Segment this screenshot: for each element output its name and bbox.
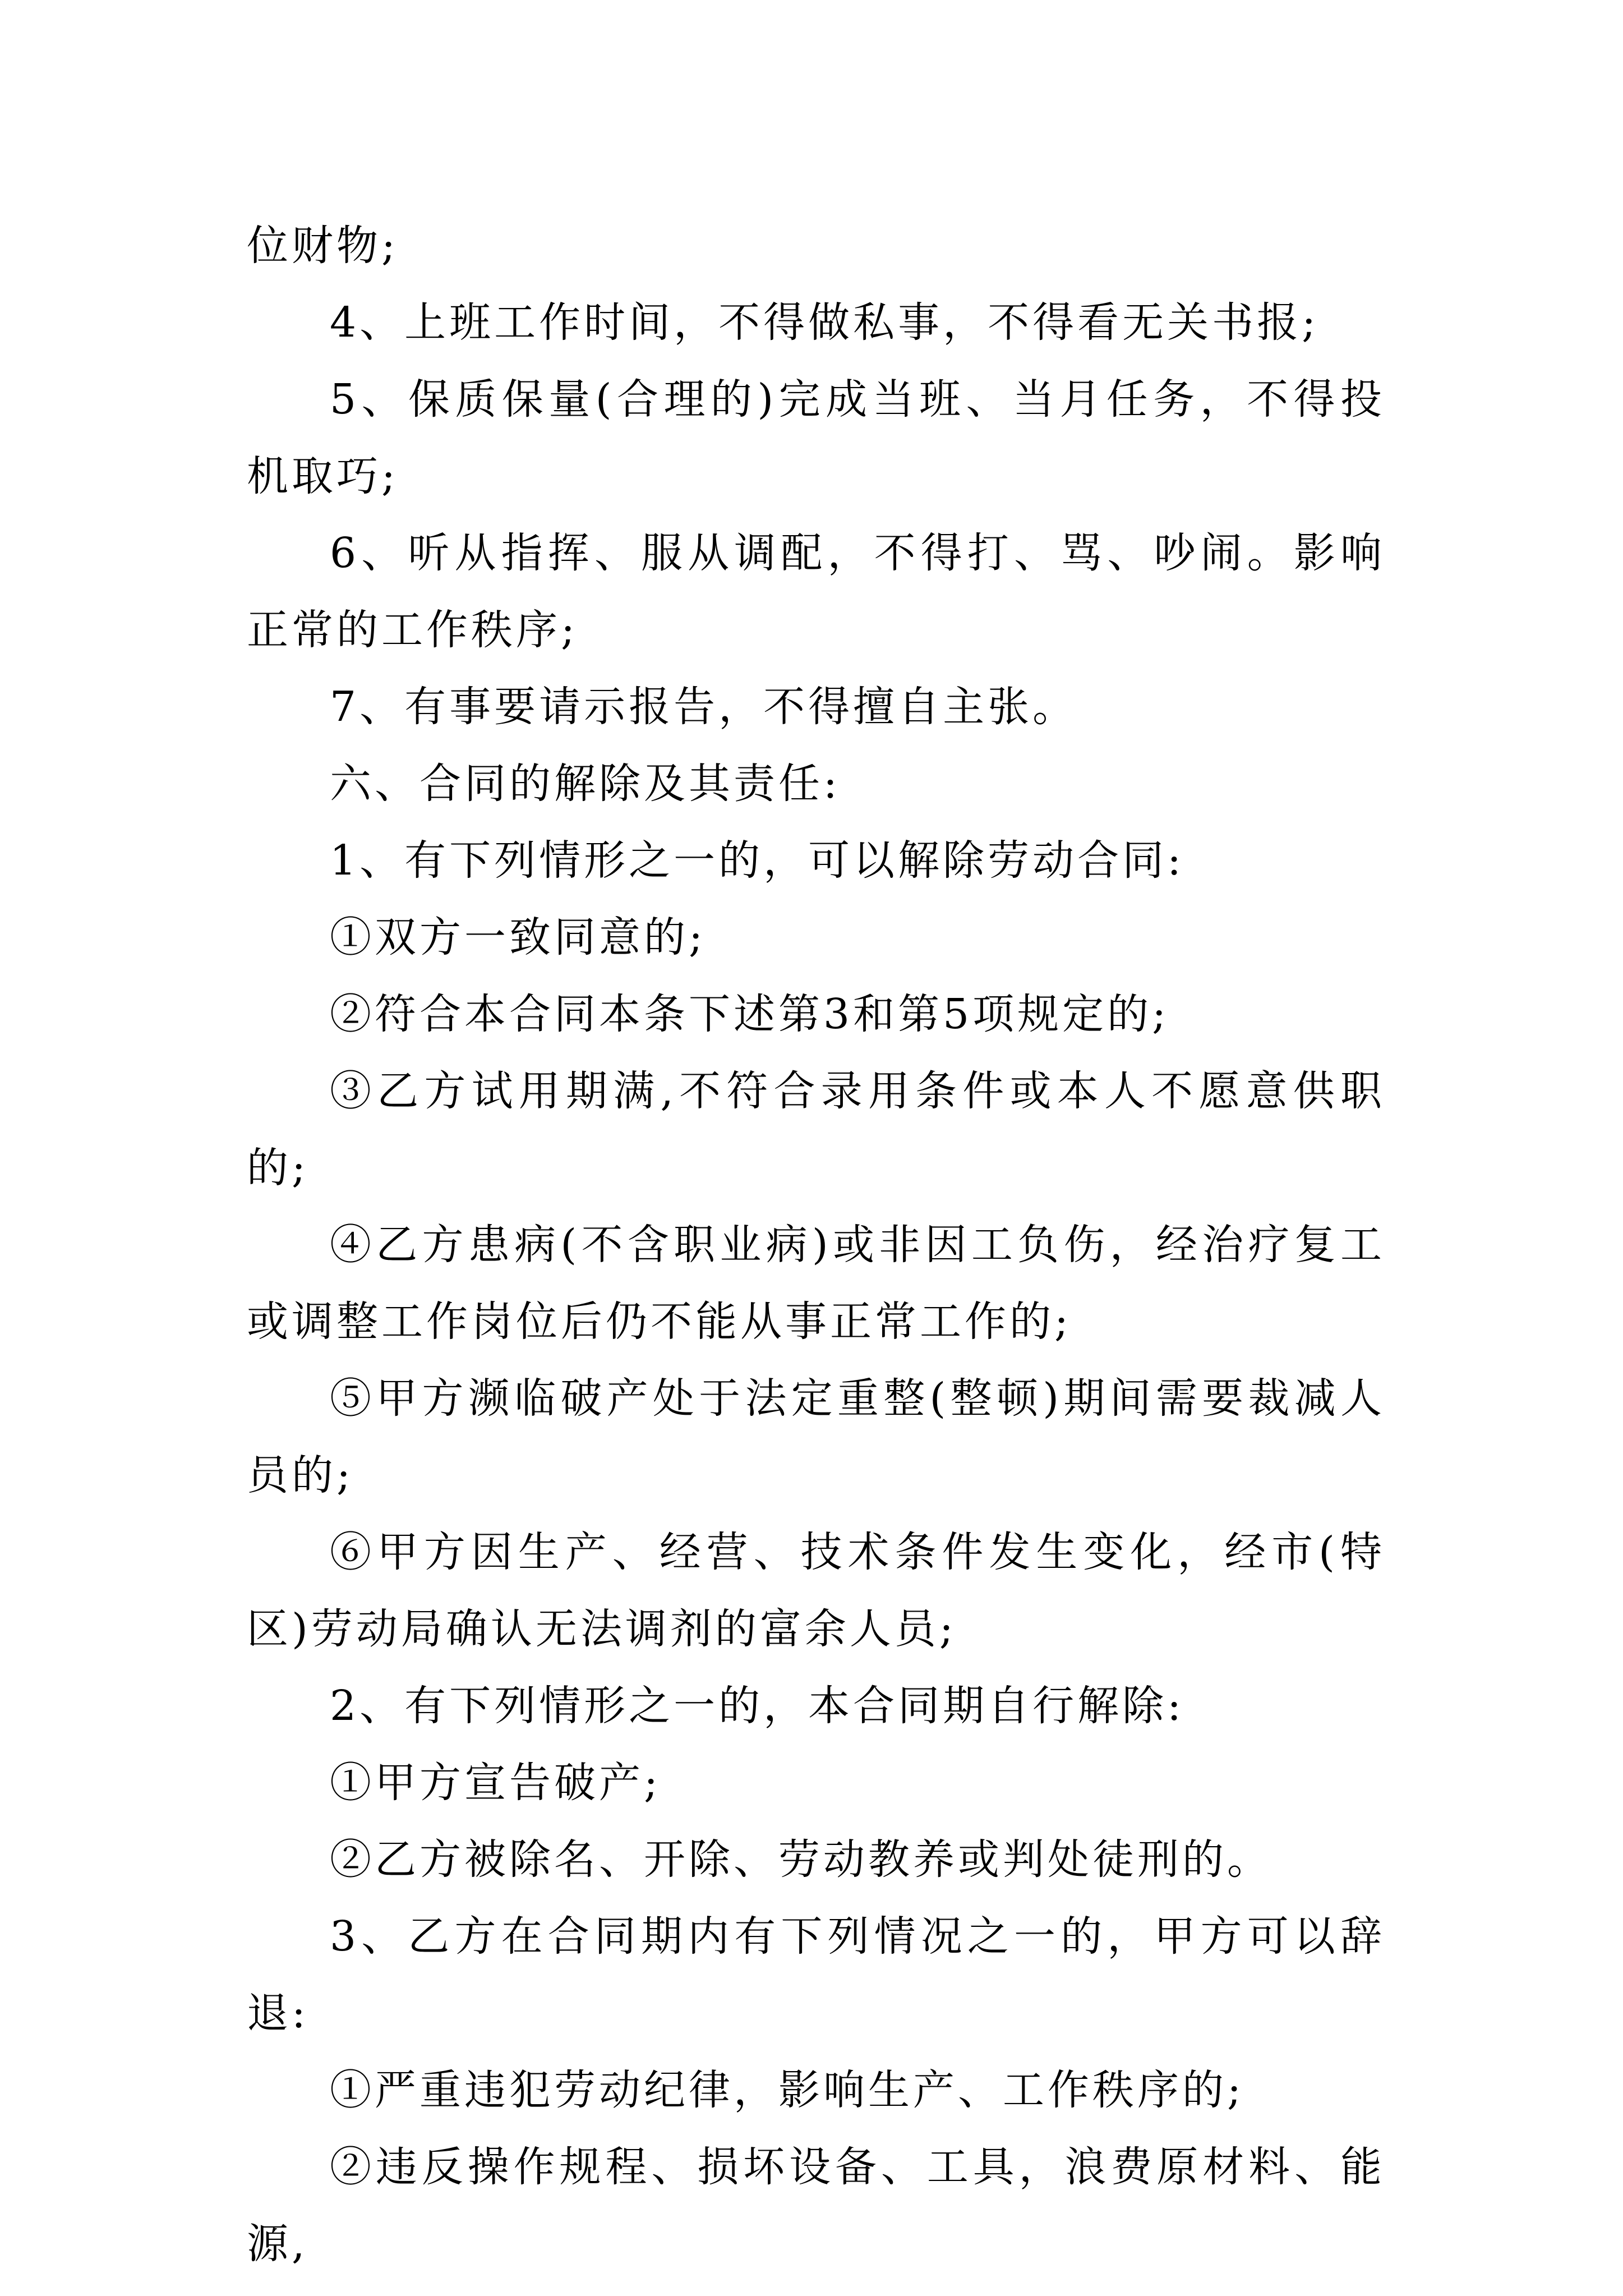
list-item-1-1: ①双方一致同意的; [330,913,706,961]
list-item-1-3: ③乙方试用期满,不符合录用条件或本人不愿意供职的; [247,1067,1385,1192]
document-body [247,208,1385,2283]
list-item-2-1: ①甲方宣告破产; [330,1759,661,1807]
section-heading-termination: 六、合同的解除及其责任: [330,760,841,808]
list-item-1-2: ②符合本合同本条下述第3和第5项规定的; [330,990,1170,1038]
list-item-3-2: ②违反操作规程、损坏设备、工具，浪费原材料、能源, [247,2143,1385,2268]
list-item-3-1: ①严重违犯劳动纪律，影响生产、工作秩序的; [330,2066,1244,2114]
list-item-1-6: ⑥甲方因生产、经营、技术条件发生变化，经市(特区)劳动局确认无法调剂的富余人员; [247,1528,1385,1653]
paragraph-continuation: 位财物; [247,222,399,270]
paragraph-clause-3: 3、乙方在合同期内有下列情况之一的，甲方可以辞退: [247,1912,1385,2037]
list-item-1-4: ④乙方患病(不含职业病)或非因工负伤，经治疗复工或调整工作岗位后仍不能从事正常工作的; [247,1221,1385,1346]
paragraph-clause-2: 2、有下列情形之一的，本合同期自行解除: [330,1682,1185,1730]
paragraph-rule-6: 6、听从指挥、服从调配，不得打、骂、吵闹。影响正常的工作秩序; [247,529,1385,654]
paragraph-rule-4: 4、上班工作时间，不得做私事，不得看无关书报; [330,298,1320,347]
paragraph-clause-1: 1、有下列情形之一的，可以解除劳动合同: [330,836,1185,885]
paragraph-rule-7: 7、有事要请示报告，不得擅自主张。 [330,683,1078,731]
list-item-2-2: ②乙方被除名、开除、劳动教养或判处徒刑的。 [330,1835,1272,1884]
paragraph-rule-5: 5、保质保量(合理的)完成当班、当月任务，不得投机取巧; [247,375,1385,500]
list-item-1-5: ⑤甲方濒临破产处于法定重整(整顿)期间需要裁减人员的; [247,1374,1385,1499]
